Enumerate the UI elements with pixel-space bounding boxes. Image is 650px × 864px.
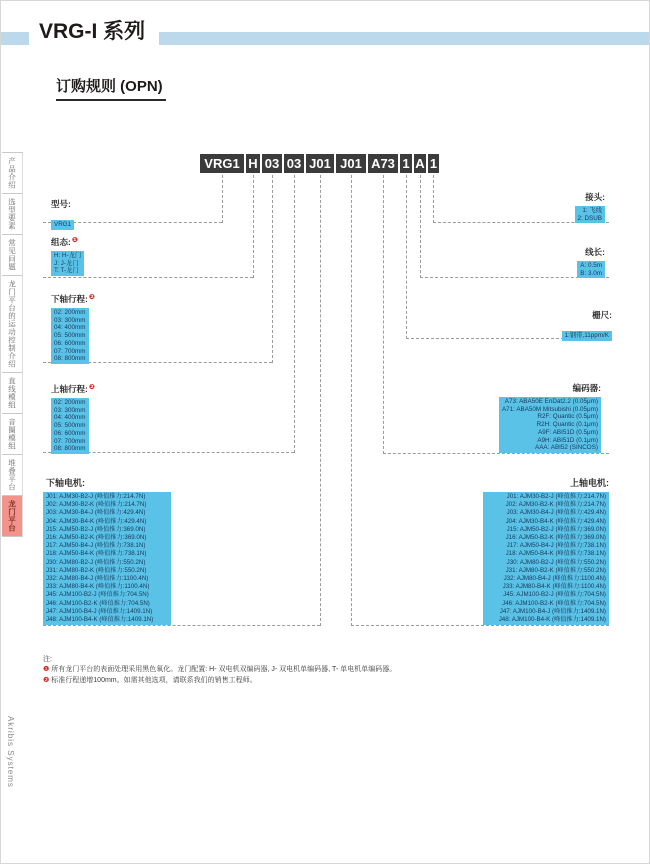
option-item: 05: 500mm [54,422,86,430]
footnote-text: 标准行程递增100mm。如需其他选项，请联系我们的销售工程师。 [51,676,257,684]
section-encoder [499,382,601,454]
option-item: 2: DSUB [577,214,602,222]
footnotes [43,655,396,686]
chapter-tab-label: 选型要素 [7,198,17,230]
note-marker: ❶ [71,237,78,244]
chapter-tab [2,455,23,496]
section-configuration-options [51,251,84,276]
chapter-tab-label: 堆叠平台 [7,459,17,491]
connector-line [272,175,273,363]
option-item: A: 0.5m [580,262,602,269]
connector-line [433,175,434,223]
section-upper-axis-motor-options [483,492,609,625]
section-cable-length-options [577,261,605,278]
option-item: J45: AJM100-B2-J (峰值推力:704.5N) [46,591,149,599]
part-number-segment: H [246,154,260,173]
option-item: J02: AJM30-B2-K (峰值推力:214.7N) [505,501,606,509]
option-item: J02: AJM30-B2-K (峰值推力:214.7N) [46,501,147,509]
part-number-row [200,154,439,173]
option-item: J01: AJM30-B2-J (峰值推力:214.7N) [46,493,146,500]
part-number-segment: J01 [306,154,334,173]
chapter-tab-label: 常见问题 [7,239,17,271]
option-item: J04: AJM30-B4-K (峰值推力:429.4N) [505,517,606,525]
section-scale-options [562,331,612,341]
part-number-segment: A [415,156,425,171]
option-item: J01: AJM30-B2-J (峰值推力:214.7N) [506,493,606,500]
option-item: 07: 700mm [54,437,86,445]
option-item: J03: AJM30-B4-J (峰值推力:429.4N) [506,509,606,517]
section-cable-length-label: 线长: [585,247,605,257]
option-item: R2H: Quantic (0.1μm) [536,421,598,429]
option-item: J47: AJM100-B4-J (峰值推力:1409.1N) [499,607,606,615]
option-item: A9F: ABI51D (0.5μm) [538,428,598,436]
section-upper-axis-travel-label: 上轴行程:$^❷$ [51,384,95,394]
option-item: J46: AJM100-B2-K (峰值推力:704.5N) [502,599,606,607]
section-lower-axis-motor-options [43,492,171,625]
option-item: J15: AJM50-B2-J (峰值推力:369.0N) [506,525,606,533]
section-model-label: 型号: [51,199,71,209]
section-model-options [51,220,74,230]
option-item: 06: 600mm [54,429,86,437]
connector-line [253,175,254,278]
section-scale [562,309,612,342]
option-item: J03: AJM30-B4-J (峰值推力:429.4N) [46,509,146,517]
option-item: VRG1 [54,221,72,228]
option-item: 02: 200mm [54,399,86,406]
option-item: J47: AJM100-B4-J (峰值推力:1409.1N) [46,607,153,615]
footnote-text: 所有龙门平台的表面处理采用黑色氧化。龙门配置: H- 双电机双编码器, J- 双电机单编码器, T- 单电机单编码器。 [51,666,397,673]
connector-line [294,175,295,453]
option-item: 08: 800mm [54,445,86,453]
option-item: 04: 400mm [54,324,86,332]
option-item: J33: AJM80-B4-K (峰值推力:1100.4N) [502,583,606,591]
option-item: A9H: ABI51D (0.1μm) [537,436,598,444]
option-item: J31: AJM80-B2-K (峰值推力:550.2N) [46,566,147,574]
option-item: J32: AJM80-B4-J (峰值推力:1100.4N) [46,575,149,583]
option-item: J18: AJM50-B4-K (峰值推力:738.1N) [505,550,606,558]
section-upper-axis-motor-label: 上轴电机: [570,478,609,488]
part-number-segment: 03 [284,154,304,173]
option-item: J17: AJM50-B4-J (峰值推力:738.1N) [46,542,146,550]
note-marker: ❷ [88,384,95,391]
option-item: 03: 300mm [54,406,86,414]
note-marker: ❷ [88,294,95,301]
section-lower-axis-travel-options [51,308,89,364]
part-number-segment: 1 [429,156,438,171]
chapter-tab-label: 音圈模组 [7,418,17,450]
option-item: 04: 400mm [54,414,86,422]
option-item: J18: AJM50-B4-K (峰值推力:738.1N) [46,550,147,558]
part-number-segment: VRG1 [200,154,244,173]
section-upper-axis-travel-options [51,398,89,454]
option-item: B: 3.0m [580,269,602,277]
chapter-tab [2,414,23,455]
section-upper-axis-travel [51,383,95,455]
section-title: 订购规则 (OPN) [56,75,166,101]
option-item: J16: AJM50-B2-K (峰值推力:369.0N) [505,534,606,542]
section-encoder-label: 编码器: [572,383,601,393]
footnote [43,665,396,676]
section-cable-length [577,246,605,280]
connector-line [351,175,352,626]
option-item: 06: 600mm [54,339,86,347]
page-title: VRG-I 系列 [39,20,146,43]
option-item: 02: 200mm [54,309,86,316]
section-lower-axis-travel-label: 下轴行程:$^❷$ [51,294,95,304]
connector-line [222,175,223,223]
option-item: 1:钢带,11ppm/K [564,332,609,339]
section-connector-label: 接头: [585,192,605,202]
chapter-tab [2,235,23,276]
option-item: J46: AJM100-B2-K (峰值推力:704.5N) [46,599,150,607]
connector-line [383,175,384,454]
option-item: A73: ABA50E EnDat2.2 (0.05μm) [504,398,598,405]
chapter-tab-label: 产品介绍 [7,157,17,189]
section-scale-label: 栅尺: [592,310,612,320]
connector-line [406,175,407,339]
option-item: J30: AJM80-B2-J (峰值推力:550.2N) [46,558,146,566]
option-item: 05: 500mm [54,332,86,340]
chapter-tab [2,373,23,414]
section-lower-axis-motor-label: 下轴电机: [46,478,85,488]
option-item: J48: AJM100-B4-K (峰值推力:1409.1N) [498,616,606,624]
option-item: J: J-龙门 [54,259,79,267]
brand-vertical-text [6,716,15,793]
option-item: J15: AJM50-B2-J (峰值推力:369.0N) [46,525,146,533]
section-lower-axis-motor [43,476,171,626]
chapter-tab-column [2,152,23,537]
section-connector-options [575,206,606,223]
option-item: J16: AJM50-B2-K (峰值推力:369.0N) [46,534,147,542]
part-number-segment: 03 [262,154,282,173]
option-item: 1: 飞线 [582,207,602,214]
footnote [43,676,396,687]
title-box [29,11,159,51]
connector-line [320,175,321,626]
chapter-tab [2,496,23,537]
part-number-segment: 1 [400,154,412,173]
section-lower-axis-travel [51,293,95,365]
section-configuration [51,236,84,277]
option-item: J04: AJM30-B4-K (峰值推力:429.4N) [46,517,147,525]
section-encoder-options [499,397,601,453]
option-item: J33: AJM80-B4-K (峰值推力:1100.4N) [46,583,150,591]
chapter-tab-label: 龙门平台 [7,500,17,532]
brand-label: Akribis Systems [6,716,15,788]
chapter-tab [2,153,23,194]
footnotes-heading: 注: [43,656,52,663]
section-connector [575,191,606,225]
part-number-segment: A73 [368,154,398,173]
option-item: J48: AJM100-B4-K (峰值推力:1409.1N) [46,616,154,624]
chapter-tab-label: 直线模组 [7,377,17,409]
option-item: AAA: ABI52 (SINCOS) [535,444,598,452]
option-item: J32: AJM80-B4-J (峰值推力:1100.4N) [503,575,606,583]
option-item: J31: AJM80-B2-K (峰值推力:550.2N) [505,566,606,574]
option-item: H: H-龙门 [54,252,82,259]
chapter-tab [2,194,23,235]
option-item: R2F: Quantic (0.5μm) [537,413,598,421]
option-item: 03: 300mm [54,316,86,324]
option-item: J30: AJM80-B2-J (峰值推力:550.2N) [506,558,606,566]
option-item: J45: AJM100-B2-J (峰值推力:704.5N) [503,591,606,599]
option-item: 07: 700mm [54,347,86,355]
footnote-marker: ❷ [43,676,50,684]
footnote-marker: ❶ [43,666,50,673]
part-number-segment: J01 [336,154,366,173]
option-item: T: T-龙门 [54,267,79,275]
connector-line [420,175,421,278]
chapter-tab-label: 龙门平台的运动控制介绍 [7,280,17,368]
chapter-tab [2,276,23,373]
option-item: J17: AJM50-B4-J (峰值推力:738.1N) [506,542,606,550]
section-model [51,198,74,231]
option-item: A71: ABA50M Mitsubishi (0.05μm) [501,405,598,413]
option-item: 08: 800mm [54,355,86,363]
section-upper-axis-motor [483,476,609,626]
section-configuration-label: 组态:$^❶$ [51,237,78,247]
